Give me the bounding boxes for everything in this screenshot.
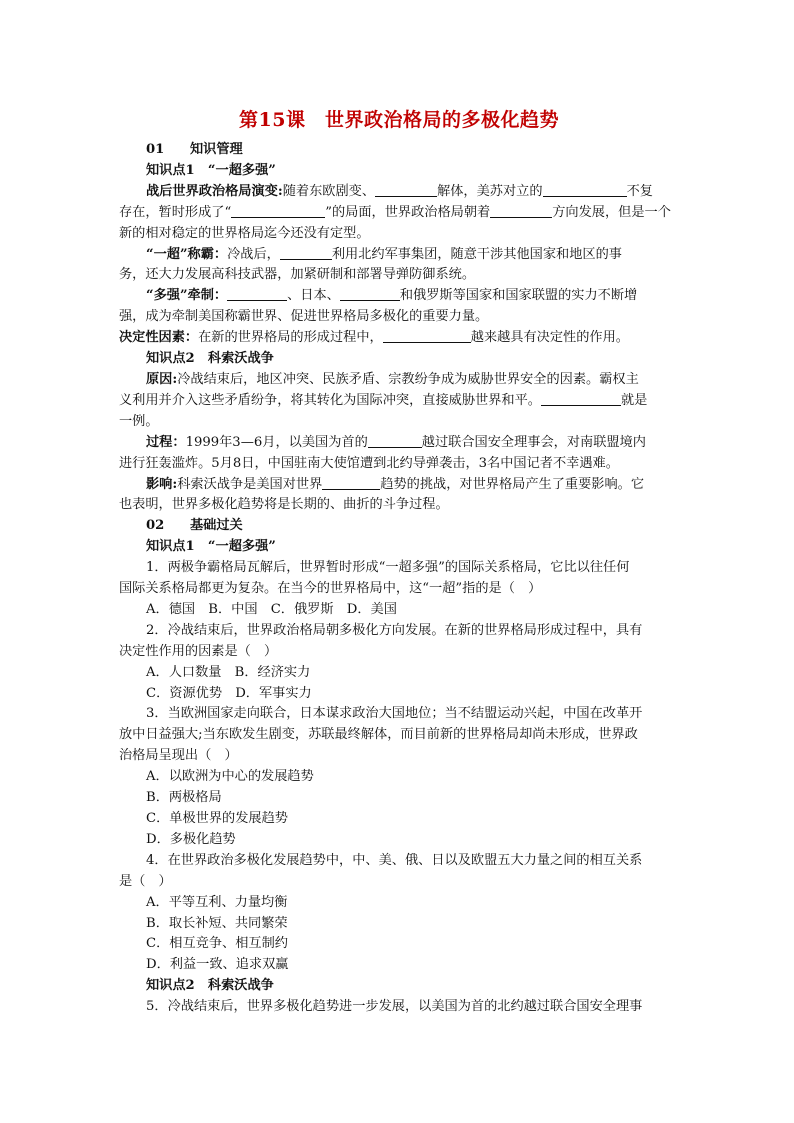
paragraph-line: 强，成为牵制美国称霸世界、促进世界格局多极化的重要力量。 xyxy=(119,309,489,325)
section-label: 知识管理 xyxy=(190,142,243,157)
paragraph-line: “多强”牵制： 、日本、 和俄罗斯等国家和国家联盟的实力不断增 xyxy=(146,288,638,304)
section-label: 基础过关 xyxy=(190,518,243,534)
question-3-option[interactable]: D．多极化趋势 xyxy=(146,831,236,847)
paragraph-line: 一例。 xyxy=(119,413,159,429)
question-4-option[interactable]: B．取长补短、共同繁荣 xyxy=(146,915,288,931)
worksheet-page xyxy=(119,105,679,1018)
paragraph-line: 过程：1999年3—6月，以美国为首的 越过联合国安全理事会，对南联盟境内 xyxy=(146,434,646,450)
question-2-options[interactable]: C．资源优势 D．军事实力 xyxy=(146,685,312,701)
paragraph-line: 也表明，世界多极化趋势将是长期的、曲折的斗争过程。 xyxy=(119,497,449,513)
fill-blank[interactable] xyxy=(227,286,287,301)
question-4-option[interactable]: A．平等互利、力量均衡 xyxy=(146,894,288,910)
fill-blank[interactable] xyxy=(322,475,380,490)
paragraph-line: 决定性因素：在新的世界格局的形成过程中， 越来越具有决定性的作用。 xyxy=(119,330,629,346)
fill-blank[interactable] xyxy=(541,391,621,406)
paragraph-line: 务，还大力发展高科技武器，加紧研制和部署导弹防御系统。 xyxy=(119,267,476,283)
paragraph-line: 影响:科索沃战争是美国对世界 趋势的挑战，对世界格局产生了重要影响。它 xyxy=(146,476,645,492)
question-3-option[interactable]: B．两极格局 xyxy=(146,790,222,806)
paragraph-line: 存在，暂时形成了“ ”的局面，世界政治格局朝着 方向发展，但是一个 xyxy=(119,204,671,220)
question-3-line: 放中日益强大;当东欧发生剧变，苏联最终解体，而目前新的世界格局却尚未形成，世界政 xyxy=(119,727,638,743)
fill-blank[interactable] xyxy=(490,203,552,218)
question-5-line: 5．冷战结束后，世界多极化趋势进一步发展，以美国为首的北约越过联合国安全理事 xyxy=(146,999,643,1015)
knowledge-point-heading: 知识点1 “一超多强” xyxy=(146,162,276,178)
fill-blank[interactable] xyxy=(383,328,471,343)
fill-blank[interactable] xyxy=(280,245,332,260)
question-1-line: 1．两极争霸格局瓦解后，世界暂时形成“一超多强”的国际关系格局，它比以往任何 xyxy=(146,560,630,576)
question-2-line: 2．冷战结束后，世界政治格局朝多极化方向发展。在新的世界格局形成过程中，具有 xyxy=(146,622,643,638)
paragraph-line: 义利用并介入这些矛盾纷争，将其转化为国际冲突，直接威胁世界和平。 就是 xyxy=(119,392,648,408)
question-3-line: 治格局呈现出（ ） xyxy=(119,748,238,764)
paragraph-line: 战后世界政治格局演变:随着东欧剧变、 解体，美苏对立的 不复 xyxy=(146,183,653,199)
page-title: 第15课 世界政治格局的多极化趋势 xyxy=(239,109,559,131)
fill-blank[interactable] xyxy=(231,203,325,218)
fill-blank[interactable] xyxy=(375,182,437,197)
question-3-option[interactable]: C．单极世界的发展趋势 xyxy=(146,811,288,826)
knowledge-point-heading: 知识点2 科索沃战争 xyxy=(146,978,274,994)
question-1-line: 国际关系格局都更为复杂。在当今的世界格局中，这“一超”指的是（ ） xyxy=(119,581,542,597)
section-heading-1 xyxy=(119,140,679,161)
question-1-options[interactable]: A．德国 B．中国 C．俄罗斯 D．美国 xyxy=(146,601,397,617)
question-4-line: 是（ ） xyxy=(119,873,172,889)
knowledge-point-heading: 知识点2 科索沃战争 xyxy=(146,351,274,367)
section-heading-2 xyxy=(119,516,679,537)
paragraph-line: “一超”称霸：冷战后， 利用北约军事集团，随意干涉其他国家和地区的事 xyxy=(146,246,622,262)
question-4-option[interactable]: C．相互竞争、相互制约 xyxy=(146,936,288,952)
question-4-line: 4．在世界政治多极化发展趋势中，中、美、俄、日以及欧盟五大力量之间的相互关系 xyxy=(146,852,643,868)
question-4-option[interactable]: D．利益一致、追求双赢 xyxy=(146,957,289,973)
knowledge-point-heading: 知识点1 “一超多强” xyxy=(146,539,276,555)
section-number: 01 xyxy=(146,142,165,157)
fill-blank[interactable] xyxy=(340,286,400,301)
question-3-line: 3．当欧洲国家走向联合，日本谋求政治大国地位；当不结盟运动兴起，中国在改革开 xyxy=(146,706,643,722)
paragraph-line: 新的相对稳定的世界格局迄今还没有定型。 xyxy=(119,225,370,241)
fill-blank[interactable] xyxy=(368,433,422,448)
paragraph-line: 原因:冷战结束后，地区冲突、民族矛盾、宗教纷争成为威胁世界安全的因素。霸权主 xyxy=(146,371,639,387)
question-2-options[interactable]: A．人口数量 B．经济实力 xyxy=(146,664,311,680)
paragraph-line: 进行狂轰滥炸。5月8日，中国驻南大使馆遭到北约导弹袭击，3名中国记者不幸遇难。 xyxy=(119,455,619,471)
question-2-line: 决定性作用的因素是（ ） xyxy=(119,643,278,659)
question-3-option[interactable]: A．以欧洲为中心的发展趋势 xyxy=(146,769,314,785)
fill-blank[interactable] xyxy=(543,182,627,197)
section-number: 02 xyxy=(146,518,165,534)
